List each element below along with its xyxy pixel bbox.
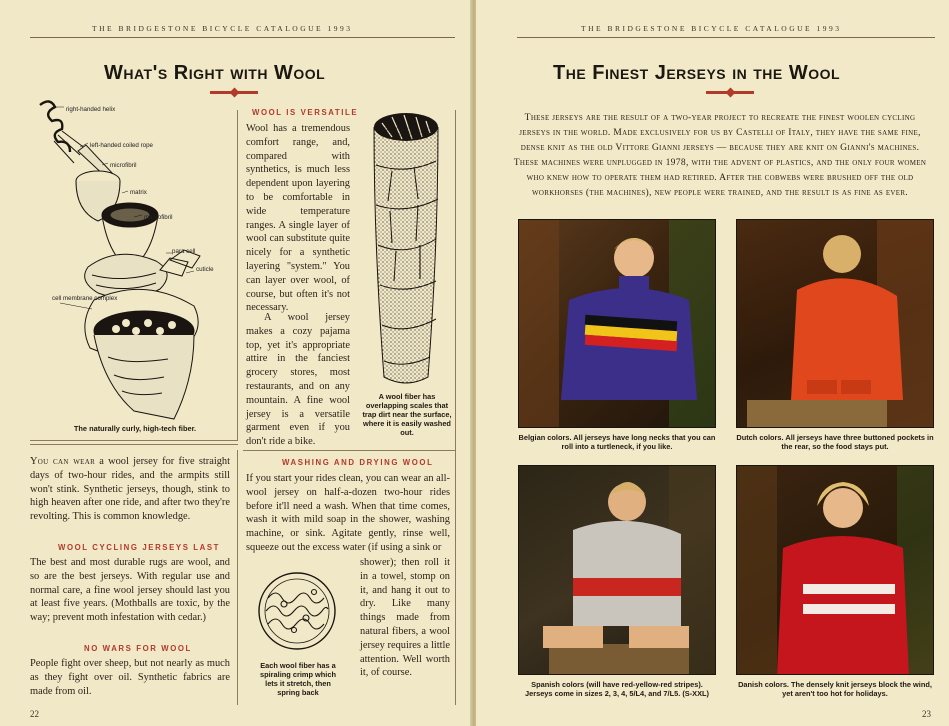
section-head-no-wars: NO WARS FOR WOOL: [84, 644, 192, 653]
wool-scale-illustration: [362, 105, 450, 390]
page-number-left: 22: [30, 709, 39, 719]
intro-lead: You can wear: [30, 456, 96, 467]
label-right-handed-helix: right-handed helix: [66, 106, 116, 113]
spanish-jersey-body: [573, 521, 681, 626]
spanish-jersey-figure: [519, 466, 716, 675]
dutch-caption: Dutch colors. All jerseys have three buttoned pockets in the rear, so the food stays put.: [736, 433, 934, 451]
versatile-paragraph-a: Wool has a tremendous comfort range, and, compared with synthetics, is much less dependent upon layering to be comfortable in wide temperature ranges. A single layer of wool can substitute quite nicely for a synthetic layering "system." You can layer over wool, of course, but often it's not necessary.: [246, 123, 350, 314]
page-number-right: 23: [922, 709, 931, 719]
label-microfibril: microfibril: [110, 162, 137, 169]
photo-danish-jersey: [736, 465, 934, 675]
fiber-diagram-caption: The naturally curly, high-tech fiber.: [73, 424, 197, 433]
jerseys-intro: These jerseys are the result of a two-year project to recreate the finest woolen cycling jerseys in the world. Made exclusively for us by Castelli of Italy, they have the same fine, dense knit as the old Vittore Gianni jerseys — because they are knit on Gianni's machines. These machines were unplugged in 1978, with the advent of plastics, and the only four women who knew how to operate them had retired. After the cobwebs were brushed off the old workhorses (the machines), new people were trained, and the result is as fine as ever.: [513, 112, 927, 198]
header-rule-right: [517, 37, 935, 38]
photo-spanish-jersey: [518, 465, 716, 675]
right-page-title: The Finest Jerseys in the Wool: [553, 62, 841, 84]
label-left-handed-rope: left-handed coiled rope: [90, 142, 153, 149]
no-wars-paragraph: People fight over sheep, but not nearly as much as they fight over oil. Synthetic fabrics are made from oil.: [30, 658, 230, 697]
washing-paragraph-a: If you start your rides clean, you can wear an all-wool jersey on half-a-dozen two-hour rides before it'll need a wash. When that time comes, wash it with mild soap in the shower, washing machine, or sink. Agitate gently, rinse well, squeeze out the excess water (if using a sink or: [246, 473, 450, 553]
scale-caption: A wool fiber has overlapping scales that trap dirt near the surface, where it is easily washed out.: [362, 392, 452, 437]
label-macrofibril: macrofibril: [144, 214, 173, 221]
left-page-title: What's Right with Wool: [104, 62, 326, 84]
belgian-jersey-figure: [519, 220, 716, 428]
header-rule: [30, 37, 455, 38]
page-edge-rule: [455, 110, 456, 705]
jerseys-last-paragraph: The best and most durable rugs are wool, and so are the best jerseys. With regular use and normal care, a fine wool jersey should last you at least five years. (Mothballs are toxic, by the way; prevent moth infestation with cedar.): [30, 557, 230, 624]
spanish-caption: Spanish colors (will have red-yellow-red stripes). Jerseys come in sizes 2, 3, 4, 5/L4, and 7/L5. (S-XXL): [524, 680, 710, 698]
versatile-paragraph-b: A wool jersey makes a cozy pajama top, yet it's appropriate attire in the fanciest grocery stores, most restaurants, and on any mountain. A fine wool jersey is a versatile garment even if you don't ride a bike.: [246, 312, 350, 448]
label-cuticle: cuticle: [196, 266, 214, 273]
wool-fiber-diagram: [30, 95, 235, 425]
intro-paragraph: [30, 455, 230, 524]
label-cell-membrane-complex: cell membrane complex: [52, 295, 118, 302]
belgian-caption: Belgian colors. All jerseys have long necks that you can roll into a turtleneck, if you like.: [518, 433, 716, 451]
title-ornament-right: [706, 91, 754, 94]
column-rule-lower: [237, 450, 238, 705]
section-head-washing: WASHING AND DRYING WOOL: [282, 458, 434, 467]
mid-section-rule: [243, 450, 455, 451]
section-head-jerseys-last: WOOL CYCLING JERSEYS LAST: [58, 543, 221, 552]
column-rule: [237, 110, 238, 440]
title-ornament: [210, 91, 258, 94]
section-rule-double: [30, 444, 238, 445]
crimp-caption: Each wool fiber has a spiraling crimp which lets it stretch, then spring back: [260, 661, 336, 697]
running-header-right: THE BRIDGESTONE BICYCLE CATALOGUE 1993: [581, 24, 842, 33]
label-para-cell: para cell: [172, 248, 196, 255]
photo-belgian-jersey: [518, 219, 716, 428]
danish-jersey-figure: [737, 466, 934, 675]
section-rule: [30, 440, 238, 441]
label-matrix: matrix: [130, 189, 147, 196]
section-head-versatile: WOOL IS VERSATILE: [252, 108, 359, 117]
running-header-left: THE BRIDGESTONE BICYCLE CATALOGUE 1993: [92, 24, 353, 33]
dutch-jersey-figure: [737, 220, 934, 428]
left-page: [0, 0, 472, 726]
intro-text: a wool jersey for five straight days of two-hour rides, and the armpits still won't stink. Synthetic jerseys, though, stink to high heaven after one ride, and after two they're revolting. This is common knowledge.: [30, 456, 230, 523]
washing-paragraph-b: shower); then roll it in a towel, stomp on it, and hang it out to dry. Like many things made from natural fibers, a wool jersey requires a little attention. Well worth it, of course.: [360, 557, 450, 679]
photo-dutch-jersey: [736, 219, 934, 428]
wool-crimp-illustration: [254, 568, 340, 654]
danish-caption: Danish colors. The densely knit jerseys block the wind, yet aren't too hot for holidays.: [738, 680, 932, 698]
